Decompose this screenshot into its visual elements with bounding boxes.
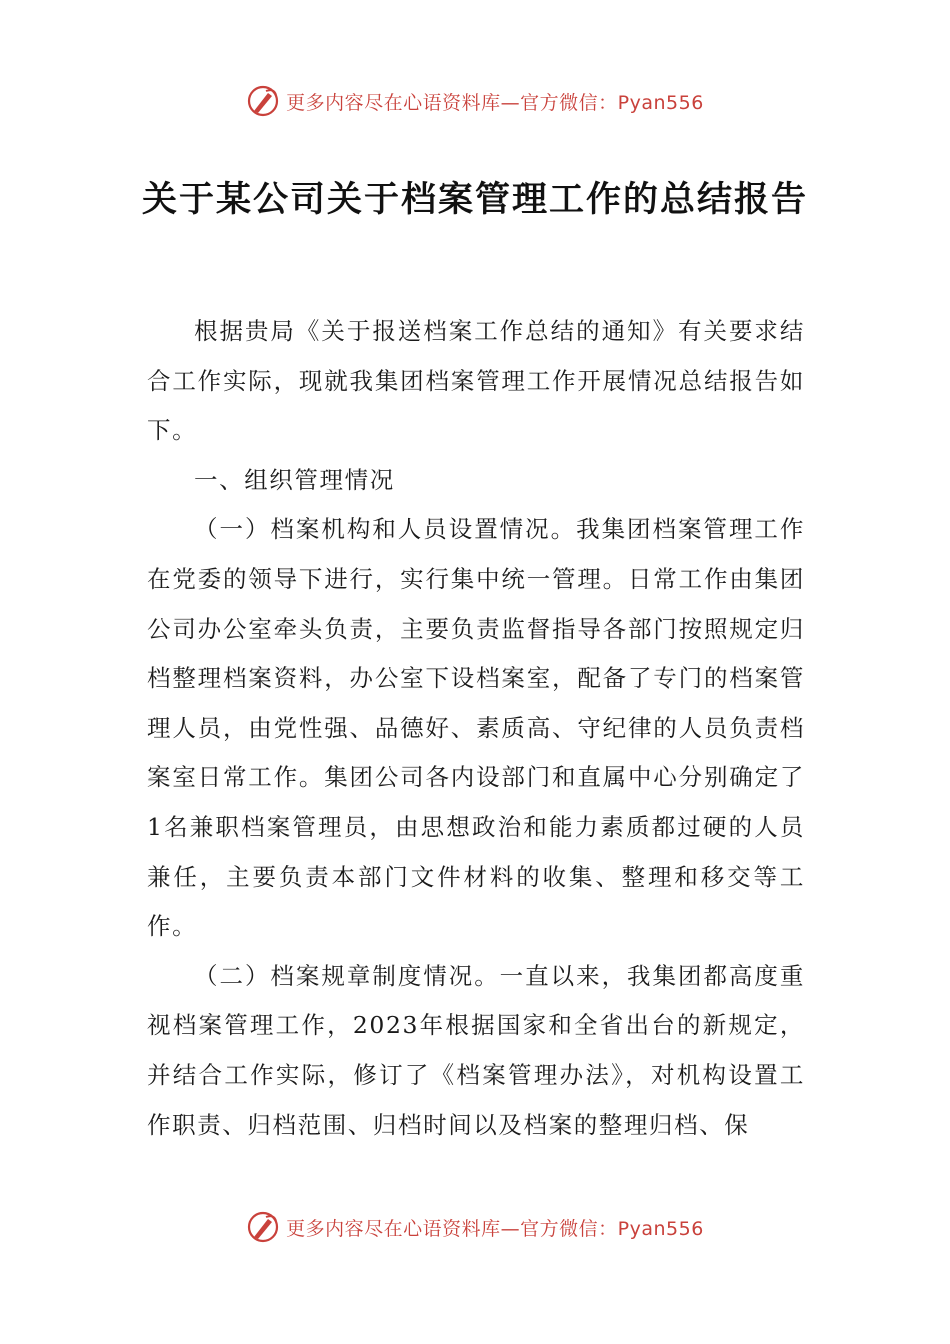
paragraph-intro: 根据贵局《关于报送档案工作总结的通知》有关要求结合工作实际，现就我集团档案管理工作开展情况总结报告如下。 — [147, 317, 805, 445]
watermark-text: 更多内容尽在心语资料库—官方微信：Pyan556 — [286, 91, 704, 114]
watermark-text: 更多内容尽在心语资料库—官方微信：Pyan556 — [286, 1217, 704, 1240]
document-title: 关于某公司关于档案管理工作的总结报告 — [141, 180, 808, 220]
section-heading-organization: 一、组织管理情况 — [194, 465, 395, 494]
paragraph-regulations: （二）档案规章制度情况。一直以来，我集团都高度重视档案管理工作，2023年根据国家和全省出台的新规定，并结合工作实际，修订了《档案管理办法》，对机构设置工作职责、归档范围、归档时间以及档案的整理归档、保 — [147, 961, 805, 1139]
paragraph-institution-staffing: （一）档案机构和人员设置情况。我集团档案管理工作在党委的领导下进行，实行集中统一管理。日常工作由集团公司办公室牵头负责，主要负责监督指导各部门按照规定归档整理档案资料，办公室下设档案室，配备了专门的档案管理人员，由党性强、品德好、素质高、守纪律的人员负责档案室日常工作。集团公司各内设部门和直属中心分别确定了1名兼职档案管理员，由思想政治和能力素质都过硬的人员兼任，主要负责本部门文件材料的收集、整理和移交等工作。 — [147, 515, 805, 941]
watermark-footer — [0, 1210, 950, 1244]
document-body — [147, 307, 805, 1150]
watermark-header — [0, 84, 950, 118]
pen-circle-logo-icon — [246, 1210, 280, 1244]
pen-circle-logo-icon — [246, 84, 280, 118]
